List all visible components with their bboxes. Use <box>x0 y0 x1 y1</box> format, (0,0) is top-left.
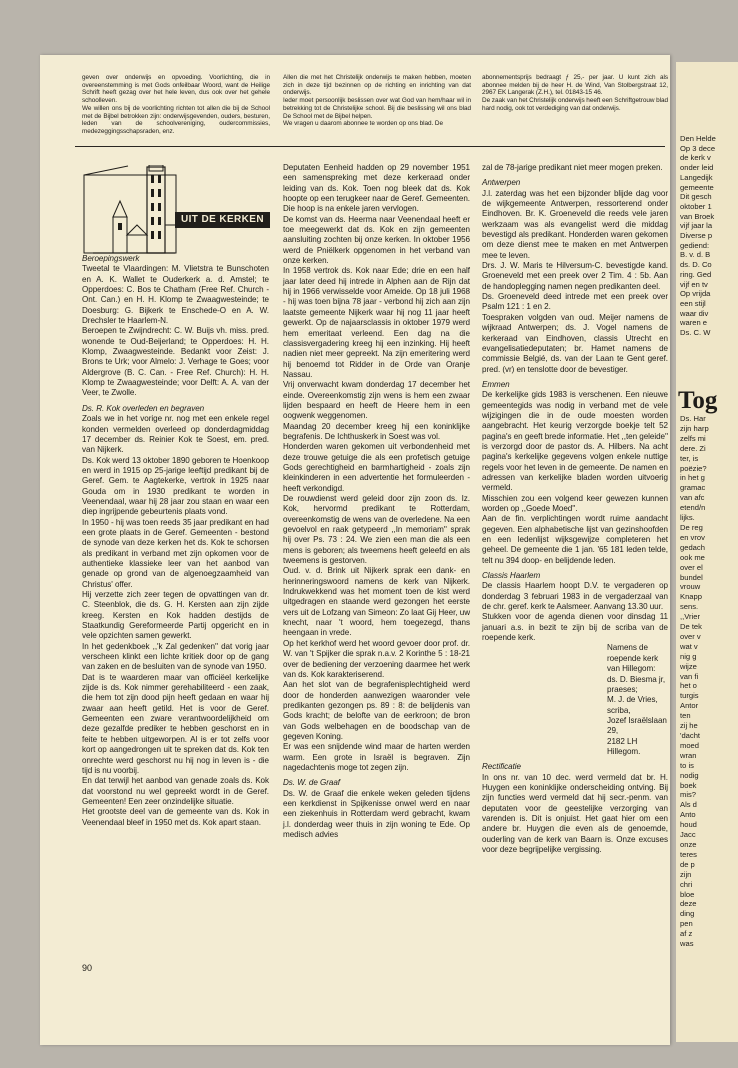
adjacent-line: onder leid <box>680 163 714 173</box>
adjacent-line: Anto <box>680 810 696 820</box>
adjacent-line: vijf jaar la <box>680 221 713 231</box>
adjacent-line: van afc <box>680 493 705 503</box>
adjacent-line: nodig <box>680 770 699 780</box>
adjacent-line: 'dacht <box>680 731 701 740</box>
article-paragraph: De kerkelijke gids 1983 is verschenen. Een nieuwe gemeentegids was nodig in verband met de vele wijzigingen die in de oude moesten worden aangebracht. Het keurig verzorgde boekje telt 52 pagina's en geeft brede informatie. Het ,,ten geleide'' is verzorgd door de pastor ds. A. Hilbers. Na acht pagina's kerkelijke gegevens volgen enkele nuttige regels voor het leven in de gemeente. De namen en adressen van kerkelijke bladen worden uitvoerig vermeld. <box>482 390 668 493</box>
adjacent-line: De reg <box>680 522 703 532</box>
top-column-3 <box>482 74 668 113</box>
adjacent-line: sens. <box>680 602 699 612</box>
article-heading: Ds. R. Kok overleden en begraven <box>82 403 205 413</box>
adjacent-line: Op 3 dece <box>680 143 716 153</box>
adjacent-line: de p <box>680 859 695 869</box>
adjacent-page-strip <box>676 62 738 1042</box>
adjacent-line: Als d <box>680 800 697 810</box>
article-paragraph: En dat terwijl het aanbod van genade zoals ds. Kok dat voorstond nu wel gepreekt wordt in de Geref. Gemeenten! Een zeer onzindelijke situatie. <box>82 776 269 806</box>
article-paragraph: J.l. zaterdag was het een bijzonder blijde dag voor de wijkgemeente Antwerpen, ressorterend onder Eindhoven. Br. K. Groeneveld die reeds vele jaren werkzaam was als evangelist werd die middag bevestigd als predikant. Honderden waren gekomen om deze dienst mee te maken en met Antwerpen mee te leven. <box>482 188 668 260</box>
address-line: 2182 LH Hillegom. <box>607 736 641 756</box>
adjacent-line: gedach <box>680 542 705 552</box>
adjacent-line: ding <box>680 909 695 919</box>
adjacent-line: gemeente <box>680 182 714 192</box>
article-paragraph: Het grootste deel van de gemeente van ds. Kok in Veenendaal bleef in 1950 met ds. Kok apart staan. <box>82 807 269 827</box>
adjacent-line: ds. D. Co <box>680 260 712 270</box>
adjacent-line: Ds. C. W <box>680 328 711 338</box>
adjacent-line: gediend: <box>680 240 710 250</box>
article-paragraph: In 1950 - hij was toen reeds 35 jaar predikant en had een grote plaats in de Geref. Gemeenten - bestond de synode van deze kerken het ds. Kok te schorsen als predikant in verband met zijn opkomen voor de authentieke klassieke leer van het aanbod van genade op grond van de algenoegzaamheid van Christus' offer. <box>82 517 269 589</box>
adjacent-page-top-text <box>680 134 738 338</box>
adjacent-line: etend/n <box>680 503 706 513</box>
article-paragraph: Aan de fin. verplichtingen wordt ruime aandacht gegeven. Een alphabetische lijst van gezinshoofden en een ledenlijst wijksgewijze completeren het geheel. De gemeente die 1 jan. '65 181 leden telde, telt nu 394 doop- en belijdende leden. <box>482 514 668 565</box>
article-paragraph: Zoals we in het vorige nr. nog met een enkele regel konden vermelden overleed op donderdagmiddag 17 december ds. Reinier Kok te Soest, em. pred. van Nijkerk. <box>82 414 269 455</box>
article-paragraph: Drs. J. W. Maris te Hilversum-C. bevestigde kand. Groeneveld met een preek over 2 Tim. 4 : 5b. Aan de handoplegging namen negen predikanten deel. <box>482 261 668 291</box>
adjacent-line: lijks. <box>680 513 695 523</box>
address-line: van Hillegom: <box>607 664 656 674</box>
adjacent-line: mis? <box>680 790 697 800</box>
article-paragraph: Ds. W. de Graaf die enkele weken geleden tijdens een kerkdienst in Spijkenisse onwel werd en naar een ziekenhuis in Rotterdam werd gebracht, kwam j.l. donderdag weer thuis in zijn woning te Ede. Op medisch advies <box>283 788 470 839</box>
page-number: 90 <box>82 963 93 973</box>
adjacent-line: bloe <box>680 889 695 899</box>
adjacent-line: wran <box>680 750 697 760</box>
article-paragraph: De rouwdienst werd geleid door zijn zoon ds. Iz. Kok, hervormd predikant te Rotterdam, overeenkomstig de wens van de overledene. Na een gevoelvol en raak getypeerd ,,In memoriam'' sprak hij over Ps. 73 : 24. We zien een man die als een mens is geboren; als tweemens heeft geleefd en als tweemens is gestorven. <box>283 494 470 566</box>
church-illustration-icon <box>83 165 268 255</box>
adjacent-line: poëzie? <box>680 463 707 473</box>
top-paragraph: Allen die met het Christelijk onderwijs te maken hebben, moeten zich in deze tijd bezinnen op de richting en inrichting van dat onderwijs. <box>283 74 471 97</box>
adjacent-line: Knapp <box>680 592 702 602</box>
article-paragraph: Deputaten Eenheid hadden op 29 november 1951 een samenspreking met deze kerkeraad onder leiding van ds. Kok. Toen nog bleek dat ds. Kok hoopte op een terugkeer naar de Geref. Gemeenten. Die hoop is na enkele jaren vervlogen. <box>283 163 470 214</box>
adjacent-line: B. v. d. B <box>680 250 711 260</box>
adjacent-line: de kerk v <box>680 153 711 163</box>
top-column-2 <box>283 74 471 128</box>
adjacent-line: onze <box>680 839 697 849</box>
top-paragraph: abonnementsprijs bedraagt ƒ 25,- per jaar. U kunt zich als abonnee melden bij de heer H. de Wind, Van Stolbergstraat 12, 2967 EK Langerak (Z.H.), tel. 01843-15 46. <box>482 74 668 97</box>
adjacent-line: zijn harp <box>680 423 709 433</box>
top-paragraph: Ieder moet persoonlijk beslissen over wat God van hem/haar wil in betrekking tot de Christelijke school. Bij die beslissing wil ons blad De School met de Bijbel helpen. <box>283 97 471 120</box>
adjacent-line: het o <box>680 681 697 691</box>
top-column-1 <box>82 74 270 136</box>
article-paragraph: Tweetal te Vlaardingen: M. Vlietstra te Bunschoten en A. K. Wallet te Ouderkerk a. d. Amstel; te Opperdoes: C. Bos te Chatham (Free Ref. Church - Ont. Can.) en H. H. Klomp te Zwaagwesteinde; te Doesburg: G. Bijkerk te Enschede-O en A. W. Drechsler te Haarlem-N. <box>82 264 269 326</box>
adjacent-line: Dit gesch <box>680 192 712 202</box>
article-column-3 <box>482 163 668 855</box>
adjacent-page-title: Tog <box>678 387 718 414</box>
article-paragraph: In ons nr. van 10 dec. werd vermeld dat br. H. Huygen een koninklijke onderscheiding ontving. Bij zijn functies werd vermeld dat hij secr.-penm. van deputaten voor de geestelijke verzorging van varenden is. Dit is onjuist. Het gaat hier om een andere br. Huygen die even als de genoemde, ouderling van de kerk van Baarn is. Onze excuses voor deze begrijpelijke vergissing. <box>482 772 668 854</box>
article-paragraph: Aan het slot van de begrafenisplechtigheid werd door de honderden aanwezigen waaronder vele predikanten gezongen ps. 89 : 8: de belijdenis van Gods kracht; de belofte van de eerkroon; de bron van Gods welbehagen en de boodschap van de gegeven Koning. <box>283 680 470 741</box>
adjacent-line: ring. Ged <box>680 269 712 279</box>
article-paragraph: zal de 78-jarige predikant niet meer mogen preken. <box>482 163 663 172</box>
adjacent-line: Op vrijda <box>680 289 711 299</box>
article-paragraph: Oud. v. d. Brink uit Nijkerk sprak een dank- en herinneringswoord namens de kerk van Nijkerk. Indrukwekkend was het moment toen de kist werd uitgedragen en staande werd gezongen het eerste vers uit de Lofzang van Simeon: Zo laat Gij Heer, uw knecht, naar 't woord, hem toegezegd, thans heengaan in vrede. <box>283 566 470 638</box>
adjacent-line: houd <box>680 820 697 830</box>
article-heading: Ds. W. de Graaf <box>283 778 340 788</box>
article-column-2 <box>283 163 470 840</box>
adjacent-line: nig g <box>680 651 697 661</box>
adjacent-line: teres <box>680 849 697 859</box>
adjacent-line: van Broek <box>680 211 715 221</box>
section-title-banner: UIT DE KERKEN <box>175 212 270 228</box>
adjacent-line: zij he <box>680 721 698 731</box>
adjacent-line: ook me <box>680 552 705 562</box>
article-heading: Beroepingswerk <box>82 254 140 263</box>
article-paragraph: Misschien zou een volgend keer gewezen kunnen worden op ,,Goede Moed''. <box>482 493 668 513</box>
adjacent-line: zijn <box>680 869 692 879</box>
article-heading: Classis Haarlem <box>482 571 541 581</box>
adjacent-line: een stijl <box>680 298 706 308</box>
article-paragraph: Ds. Kok werd 13 oktober 1890 geboren te Hoenkoop en werd in 1915 op 25-jarige leeftijd predikant bij de Geref. Gem. te Aagtekerke, vertrok in 1925 naar Gouda om in 1930 predikant te worden in Veenendaal, waar hij 28 jaar zou staan en waar een diep ingrijpende gebeurtenis plaats vond. <box>82 455 269 517</box>
adjacent-line: ter, is <box>680 453 699 463</box>
adjacent-line: wijze <box>680 661 697 671</box>
article-paragraph: Toespraken volgden van oud. Meijer namens de wijkraad Antwerpen; ds. J. Vogel namens de kerkeraad van Eindhoven, classis Utrecht en evangelisatiedeputaten; br. Hamet namens de commissie Belgié, ds. van der Laan te Gent geref. pred. (vr) en tenslotte door de bevestiger. <box>482 312 668 374</box>
article-paragraph: Ds. Groeneveld deed intrede met een preek over Psalm 121 : 1 en 2. <box>482 292 668 312</box>
top-paragraph: We willen ons bij de voorlichting richten tot allen die bij de School met de Bijbel betrokken zijn: onderwijsgevenden, ouders, besturen, leden van de schoolvereniging, oudercommissies, medezeggingsschapsraden, enz. <box>82 104 270 135</box>
adjacent-line: moed <box>680 740 699 750</box>
top-paragraph: geven over onderwijs en opvoeding. Voorlichting, die in overeenstemming is met Gods onfeilbaar Woord, want de Heilige Schrift heeft gezag over het hele leven, dus ook over het gehele schoolleven. <box>82 74 270 105</box>
address-block <box>482 643 668 757</box>
article-paragraph: Vrij onverwacht kwam donderdag 17 december het einde. Overeenkomstig zijn wens is hem een zwaar lijden bespaard en heeft de Heere hem in een oogwenk weggenomen. <box>283 380 470 421</box>
adjacent-line: was <box>680 939 694 949</box>
adjacent-line: Diverse p <box>680 231 713 241</box>
adjacent-page-body-text <box>680 414 738 949</box>
adjacent-line: ,,Vrier <box>680 612 700 622</box>
adjacent-line: Jacc <box>680 830 696 840</box>
adjacent-line: wat v <box>680 641 698 651</box>
article-paragraph: Op het kerkhof werd het woord gevoer door prof. dr. W. van 't Spijker die sprak n.a.v. 2 Korinthe 5 : 18-21 over de bediening der verzoening daarmee het werk van ds. Kok karakteriserend. <box>283 638 470 679</box>
article-heading: Emmen <box>482 379 510 389</box>
address-line: Jozef Israëlslaan 29, <box>607 715 667 736</box>
section-divider <box>75 146 665 147</box>
address-line: Namens de roepende kerk <box>607 643 659 663</box>
address-line: ds. D. Biesma jr, praeses; <box>607 674 666 694</box>
adjacent-line: dere. Zi <box>680 443 706 453</box>
article-paragraph: Dat is te waarderen maar van officiëel kerkelijke zijde is ds. Kok nimmer gerehabiliteerd - een zaak, die hem tot zijn dood pijn heeft gedaan en waar hij zwaar aan heeft getild. Het is voor de Geref. Gemeenten een zware verantwoordelijkheid om deze gezalfde prediker te hebben geschorst en in feite te hebben uitgeworpen. Al is er tot zelfs voor kort op aangedrongen uit te spreken dat ds. Kok ten onrechte werd geschorst nu hij nog in leven is - die tijd is nu voorbij. <box>82 672 269 775</box>
article-paragraph: Maandag 20 december kreeg hij een koninklijke begrafenis. De Ichthuskerk in Soest was vol. <box>283 421 470 441</box>
adjacent-line: ten <box>680 711 691 721</box>
article-paragraph: De classis Haarlem hoopt D.V. te vergaderen op donderdag 3 februari 1983 in de vergaderzaal van de chr. geref. kerk te Aalsmeer. Aanvang 13.30 uur. <box>482 581 668 612</box>
adjacent-line: boek <box>680 780 697 790</box>
article-paragraph: In het gedenkboek ,,'k Zal gedenken'' dat vorig jaar verscheen klinkt een lichte kritiek door op de gang van zaken en de besluiten van de synode van 1950. <box>82 641 269 672</box>
adjacent-line: pen <box>680 919 693 929</box>
adjacent-line: Den Helde <box>680 134 716 143</box>
article-paragraph: Honderden waren gekomen uit verbondenheid met deze trouwe getuige die als een profetisch getuige Gods gerechtigheid en barmhartigheid - zoals zijn kleinkinderen in een advertentie het formuleerden - heeft verkondigd. <box>283 442 470 493</box>
adjacent-line: bundel <box>680 572 703 582</box>
adjacent-line: to is <box>680 760 694 770</box>
article-paragraph: Er was een snijdende wind maar de harten werden warm. Een grote in Israël is begraven. Zijn nagedachtenis moge tot zegen zijn. <box>283 742 470 772</box>
article-column-1 <box>82 254 269 828</box>
address-line: M. J. de Vries, scriba, <box>607 695 658 715</box>
article-paragraph: Hij verzette zich zeer tegen de opvattingen van dr. C. Steenblok, die ds. G. H. Kersten aan zijn zijde kreeg. Kersten en Kok hadden destijds de Staatkundig Gereformeerde Partij opgericht en in vele opzichten samen gewerkt. <box>82 590 269 641</box>
article-paragraph: De komst van ds. Heerma naar Veenendaal heeft er toe meegewerkt dat ds. Kok en zijn gemeenten aansluiting zochten bij onze kerken. In oktober 1956 werd de Pniëlkerk opgenomen in het verband van onze kerken. <box>283 214 470 266</box>
adjacent-line: oktober 1 <box>680 201 712 211</box>
adjacent-line: chri <box>680 879 693 889</box>
adjacent-line: over v <box>680 631 701 641</box>
adjacent-line: waar div <box>680 308 709 318</box>
adjacent-line: waren e <box>680 318 708 328</box>
top-paragraph: We vragen u daarom abonnee te worden op ons blad. De <box>283 120 443 128</box>
adjacent-line: in het g <box>680 473 705 483</box>
adjacent-line: vijf en tv <box>680 279 708 289</box>
adjacent-line: Langedijk <box>680 172 713 182</box>
article-paragraph: In 1958 vertrok ds. Kok naar Ede; drie en een half jaar later deed hij intrede in Alphen aan de Rijn dat hij in 1966 verwisselde voor Ameide. Op 18 juli 1968 - hij was toen bijna 78 jaar - verbond hij zich aan zijn laatste gemeente Nijkerk waar hij nog 11 jaar heeft gewerkt. Op de najaarsclassis in oktober 1979 werd hem emeritaat verleend. Een dag na die classisvergadering kreeg hij een inzinking. Hij heeft nadien niet meer gepreekt. Na zijn emeritering werd hij benoemd tot Ridder in de Orde van Oranje Nassau. <box>283 266 470 379</box>
adjacent-line: en vrov <box>680 532 705 542</box>
article-paragraph: Stukken voor de agenda dienen voor dinsdag 11 januari a.s. in bezit te zijn bij de scriba van de roepende kerk. <box>482 612 668 643</box>
top-paragraph: De zaak van het Christelijk onderwijs heeft een Schriftgetrouw blad hard nodig, ook tot verdediging van dat onderwijs. <box>482 97 668 112</box>
adjacent-line: van fi <box>680 671 699 681</box>
adjacent-line: Antor <box>680 701 699 711</box>
article-heading: Antwerpen <box>482 178 521 188</box>
adjacent-line: af z <box>680 929 693 939</box>
article-paragraph: Beroepen te Zwijndrecht: C. W. Buijs vh. miss. pred. wonende te Oud-Beijerland; te Opperdoes: H. H. Klomp, Zwaagwesteinde. Bedankt voor Zeist: J. Brons te Urk; voor Almelo: J. Verhage te Goes; voor Aldergrove (B. C. Can. - Free Ref. Church): H. H. Klomp te Zwaagwesteinde; voor Delft: A. A. van der Veer, te Zwolle. <box>82 326 269 398</box>
adjacent-line: gramac <box>680 483 706 493</box>
adjacent-line: De tek <box>680 622 702 632</box>
adjacent-line: over el <box>680 562 703 572</box>
adjacent-line: vrouw <box>680 582 701 592</box>
adjacent-line: zelfs mi <box>680 433 706 443</box>
adjacent-line: Ds. Har <box>680 414 706 423</box>
adjacent-line: deze <box>680 899 697 909</box>
article-heading: Rectificatie <box>482 762 521 772</box>
adjacent-line: turgis <box>680 691 699 701</box>
